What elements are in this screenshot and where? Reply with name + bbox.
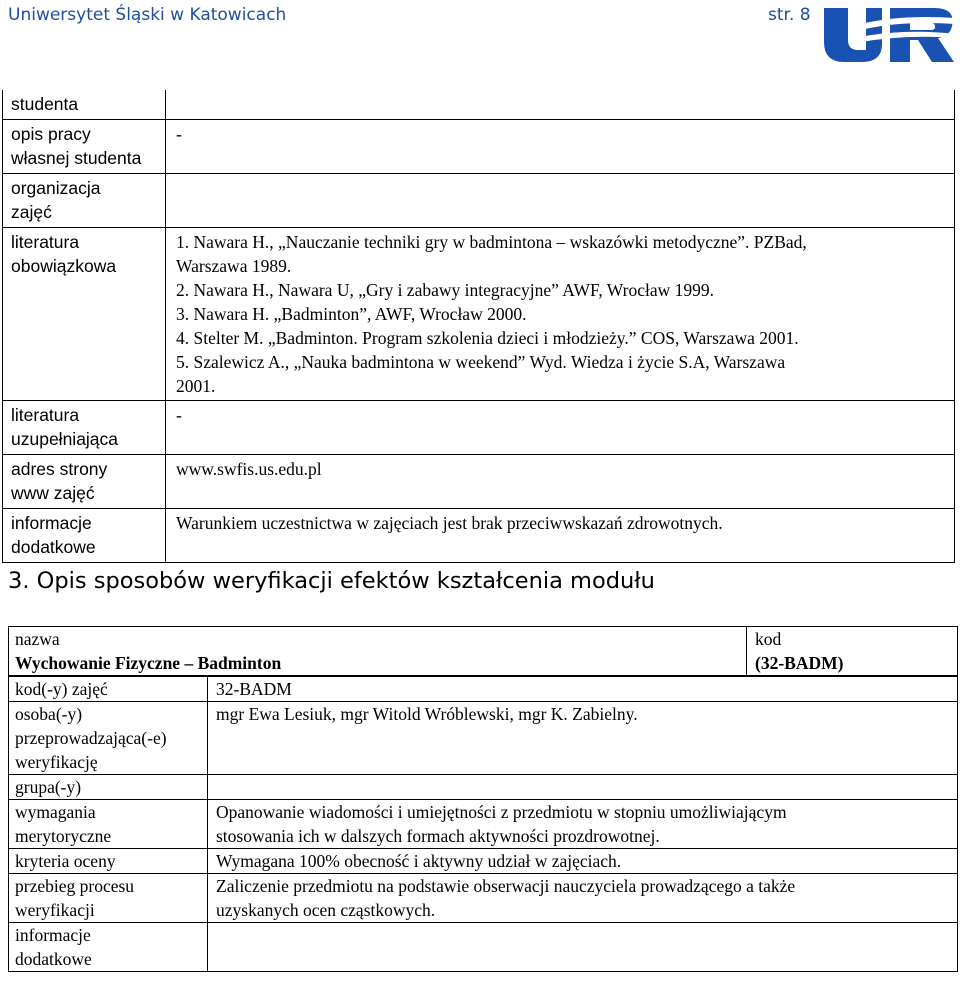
info-label-cell xyxy=(3,508,166,562)
verification-label-cell xyxy=(9,676,208,702)
kod-label: kod xyxy=(755,629,782,649)
verification-label-line: merytoryczne xyxy=(15,826,112,846)
verification-value-cell xyxy=(208,676,958,702)
info-value-cell xyxy=(166,173,955,227)
info-row xyxy=(3,227,955,400)
verification-label-cell xyxy=(9,923,208,972)
info-value-cell xyxy=(166,508,955,562)
university-logo xyxy=(814,0,960,66)
info-label-line: organizacja xyxy=(11,177,101,198)
verification-value-line: Opanowanie wiadomości i umiejętności z przedmiotu w stopniu umożliwiającym xyxy=(216,802,787,822)
nazwa-kod-value-row xyxy=(9,651,958,676)
info-label-line: zajęć xyxy=(11,202,52,222)
verification-table xyxy=(8,626,958,972)
university-name: Uniwersytet Śląski w Katowicach xyxy=(8,5,287,25)
verification-label-line: osoba(-y) xyxy=(15,704,83,724)
verification-label-cell xyxy=(9,874,208,923)
nazwa-label: nazwa xyxy=(15,629,60,649)
verification-row xyxy=(9,775,958,800)
info-value-cell xyxy=(166,90,955,119)
module-info-table xyxy=(2,90,955,563)
verification-label-line: dodatkowe xyxy=(15,949,92,969)
verification-value-line: stosowania ich w dalszych formach aktywności prozdrowotnej. xyxy=(216,826,660,846)
verification-label-line: weryfikację xyxy=(15,752,98,772)
verification-row xyxy=(9,849,958,874)
verification-label-line: kod(-y) zajęć xyxy=(15,679,108,699)
info-label-line: www zajęć xyxy=(11,483,95,503)
info-label-cell xyxy=(3,119,166,173)
verification-value-cell xyxy=(208,849,958,874)
verification-label-cell xyxy=(9,849,208,874)
verification-label-cell xyxy=(9,702,208,775)
verification-value-cell xyxy=(208,874,958,923)
verification-row xyxy=(9,923,958,972)
info-value-line: - xyxy=(176,123,182,144)
info-label-cell xyxy=(3,227,166,400)
info-label-line: opis pracy xyxy=(11,123,91,144)
verification-value-cell xyxy=(208,923,958,972)
verification-label-line: przeprowadzająca(-e) xyxy=(15,728,167,748)
info-row xyxy=(3,508,955,562)
verification-value-cell xyxy=(208,800,958,849)
verification-label-cell xyxy=(9,775,208,800)
info-label-line: studenta xyxy=(11,94,79,114)
info-value-line: 2001. xyxy=(176,375,216,396)
verification-label-line: informacje xyxy=(15,925,91,945)
kod-value-cell xyxy=(747,651,958,676)
verification-label-line: przebieg procesu xyxy=(15,876,135,896)
nazwa-label-cell xyxy=(9,627,747,652)
info-row xyxy=(3,119,955,173)
info-label-cell xyxy=(3,90,166,119)
verification-value-line: Zaliczenie przedmiotu na podstawie obserwacji nauczyciela prowadzącego a także xyxy=(216,876,796,896)
verification-value-cell xyxy=(208,775,958,800)
verification-label-cell xyxy=(9,800,208,849)
info-row xyxy=(3,173,955,227)
page-header xyxy=(0,0,960,80)
info-value-line: Warunkiem uczestnictwa w zajęciach jest brak przeciwwskazań zdrowotnych. xyxy=(176,512,723,533)
verification-row xyxy=(9,874,958,923)
verification-value-cell xyxy=(208,702,958,775)
info-value-cell xyxy=(166,454,955,508)
verification-label-line: kryteria oceny xyxy=(15,851,116,871)
info-value-cell xyxy=(166,119,955,173)
info-label-cell xyxy=(3,173,166,227)
section-heading: 3. Opis sposobów weryfikacji efektów kształcenia modułu xyxy=(8,568,655,594)
verification-value-line: Wymagana 100% obecność i aktywny udział w zajęciach. xyxy=(216,851,622,871)
verification-row xyxy=(9,800,958,849)
info-label-cell xyxy=(3,400,166,454)
info-value-line: 4. Stelter M. „Badminton. Program szkolenia dzieci i młodzieży.” COS, Warszawa 2001. xyxy=(176,327,799,348)
verification-label-line: weryfikacji xyxy=(15,900,95,920)
info-label-cell xyxy=(3,454,166,508)
info-row xyxy=(3,90,955,119)
info-value-line: 3. Nawara H. „Badminton”, AWF, Wrocław 2000. xyxy=(176,303,527,324)
info-value-line: www.swfis.us.edu.pl xyxy=(176,458,322,479)
info-value-line: 5. Szalewicz A., „Nauka badmintona w weekend” Wyd. Wiedza i życie S.A, Warszawa xyxy=(176,351,786,372)
nazwa-value: Wychowanie Fizyczne – Badminton xyxy=(15,653,282,673)
verification-value-line: mgr Ewa Lesiuk, mgr Witold Wróblewski, mgr K. Zabielny. xyxy=(216,704,638,724)
info-label-line: adres strony xyxy=(11,458,108,479)
page-number: str. 8 xyxy=(768,5,811,25)
kod-value: (32-BADM) xyxy=(755,653,844,673)
kod-label-cell xyxy=(747,627,958,652)
verification-label-line: grupa(-y) xyxy=(15,777,82,797)
verification-row xyxy=(9,702,958,775)
verification-value-line: uzyskanych ocen cząstkowych. xyxy=(216,900,436,920)
info-label-line: literatura xyxy=(11,404,80,425)
info-row xyxy=(3,400,955,454)
info-value-cell xyxy=(166,227,955,400)
info-value-line: 2. Nawara H., Nawara U, „Gry i zabawy integracyjne” AWF, Wrocław 1999. xyxy=(176,279,714,300)
info-label-line: własnej studenta xyxy=(11,148,142,168)
nazwa-kod-label-row xyxy=(9,627,958,652)
verification-label-line: wymagania xyxy=(15,802,96,822)
verification-row xyxy=(9,676,958,702)
info-value-cell xyxy=(166,400,955,454)
info-label-line: literatura xyxy=(11,231,80,252)
info-label-line: obowiązkowa xyxy=(11,256,117,276)
info-value-line: - xyxy=(176,404,182,425)
info-label-line: dodatkowe xyxy=(11,537,96,557)
info-value-line: 1. Nawara H., „Nauczanie techniki gry w badmintona – wskazówki metodyczne”. PZBad, xyxy=(176,231,807,252)
info-label-line: uzupełniająca xyxy=(11,429,119,449)
nazwa-value-cell xyxy=(9,651,747,676)
info-value-line: Warszawa 1989. xyxy=(176,255,292,276)
info-row xyxy=(3,454,955,508)
verification-value-line: 32-BADM xyxy=(216,679,292,699)
info-label-line: informacje xyxy=(11,512,92,533)
